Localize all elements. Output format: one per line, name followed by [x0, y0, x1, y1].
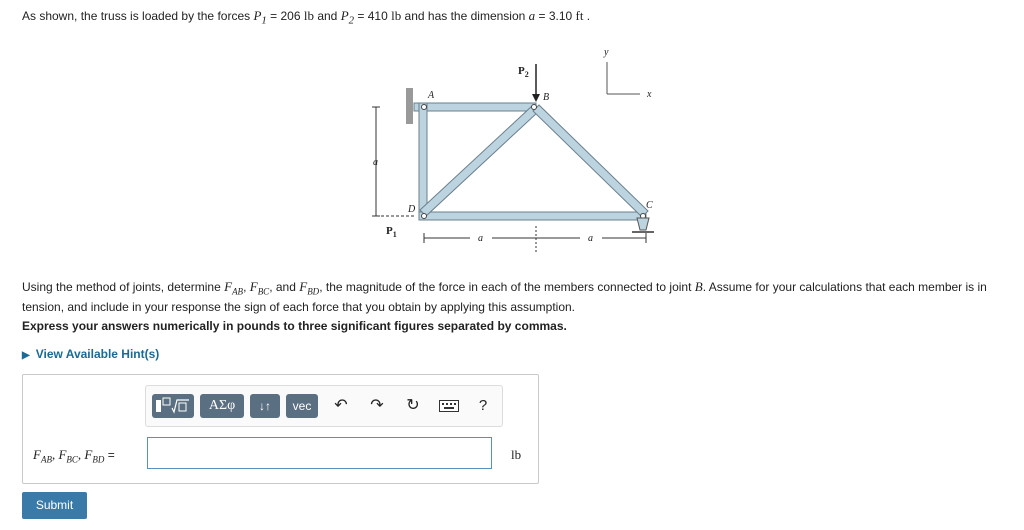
label-a-joint: A	[428, 90, 435, 101]
member-bc	[533, 105, 648, 217]
p1-value: = 206	[266, 9, 304, 23]
label-p2: $P_2$	[518, 65, 529, 79]
axes-icon	[607, 62, 640, 94]
label-axis-y: y	[604, 47, 609, 58]
truss-figure	[0, 40, 700, 265]
question-lead: Using the method of joints, determine	[22, 280, 225, 294]
label-axis-x: x	[647, 89, 652, 100]
undo-icon[interactable]: ↶	[334, 397, 348, 414]
answer-input[interactable]	[147, 437, 492, 469]
question-assumption: . Assume for your calculations that each member is in tension, and include in your response the sign of each force that you obtain by applying this assumption.	[22, 280, 987, 314]
a-value: = 3.10	[535, 9, 576, 23]
keyboard-icon[interactable]	[436, 394, 462, 418]
disclosure-triangle-icon: ▶	[22, 350, 30, 361]
express-instruction: Express your answers numerically in pounds to three significant figures separated by commas.	[22, 319, 567, 333]
answer-box	[22, 374, 539, 484]
templates-icon	[152, 394, 194, 418]
intro-period: .	[583, 9, 591, 23]
p1-unit: lb	[303, 8, 314, 23]
problem-intro	[22, 8, 590, 27]
templates-button[interactable]	[152, 394, 194, 418]
answer-unit: lb	[511, 447, 522, 462]
submit-button[interactable]: Submit	[22, 492, 87, 519]
label-d-joint: D	[408, 204, 416, 215]
label-c-joint: C	[646, 200, 653, 211]
question-sep-2: , and	[269, 280, 300, 294]
member-dc	[419, 212, 646, 220]
wall-support	[406, 88, 413, 124]
member-ad	[419, 103, 427, 220]
p2-unit: lb	[391, 8, 402, 23]
intro-and: and	[313, 9, 341, 23]
a-unit: ft	[575, 8, 584, 23]
greek-symbols-button[interactable]: ΑΣφ	[200, 394, 244, 418]
symbol-f-bc: $F_{BC}$	[249, 279, 270, 297]
a-symbol: a	[528, 8, 536, 23]
label-a-horizontal-2: a	[588, 233, 593, 244]
vector-button[interactable]: vec	[286, 394, 318, 418]
question-sep-1: ,	[243, 280, 250, 294]
p2-value: = 410	[354, 9, 392, 23]
label-a-horizontal-1: a	[478, 233, 483, 244]
member-bd	[420, 106, 538, 216]
member-ab	[414, 103, 536, 111]
pin-b	[532, 105, 537, 110]
redo-icon[interactable]: ↷	[370, 397, 384, 414]
intro-dimension-text: and has the dimension	[401, 9, 529, 23]
symbol-f-ab: $F_{AB}$	[224, 279, 244, 297]
view-hints-link[interactable]	[22, 347, 159, 361]
label-p1: $P_1$	[386, 225, 397, 239]
hint-label: View Available Hint(s)	[35, 347, 160, 361]
question-body: , the magnitude of the force in each of the members connected to joint	[319, 280, 695, 294]
math-toolbar	[145, 385, 503, 427]
intro-text: As shown, the truss is loaded by the forces	[22, 9, 254, 23]
force-p2-arrow	[532, 64, 540, 102]
joint-pins	[422, 105, 646, 219]
reset-icon[interactable]: ↻	[406, 397, 420, 414]
label-a-vertical: a	[373, 157, 378, 168]
truss-members	[414, 103, 648, 220]
joint-symbol: B	[694, 279, 703, 294]
pin-d	[422, 214, 427, 219]
symbol-f-bd: $F_{BD}$	[299, 279, 320, 297]
p1-symbol: $P_1$	[253, 8, 267, 27]
question-text	[22, 279, 1007, 315]
subscript-superscript-button[interactable]: ↓↑	[250, 394, 280, 418]
label-b-joint: B	[543, 92, 550, 103]
p2-symbol: $P_2$	[340, 8, 355, 27]
dimension-horizontal-a	[424, 226, 646, 252]
pin-a	[422, 105, 427, 110]
answer-label: $F_{AB}$, $F_{BC}$, $F_{BD}$ =	[33, 447, 115, 465]
help-icon[interactable]: ?	[478, 397, 488, 414]
